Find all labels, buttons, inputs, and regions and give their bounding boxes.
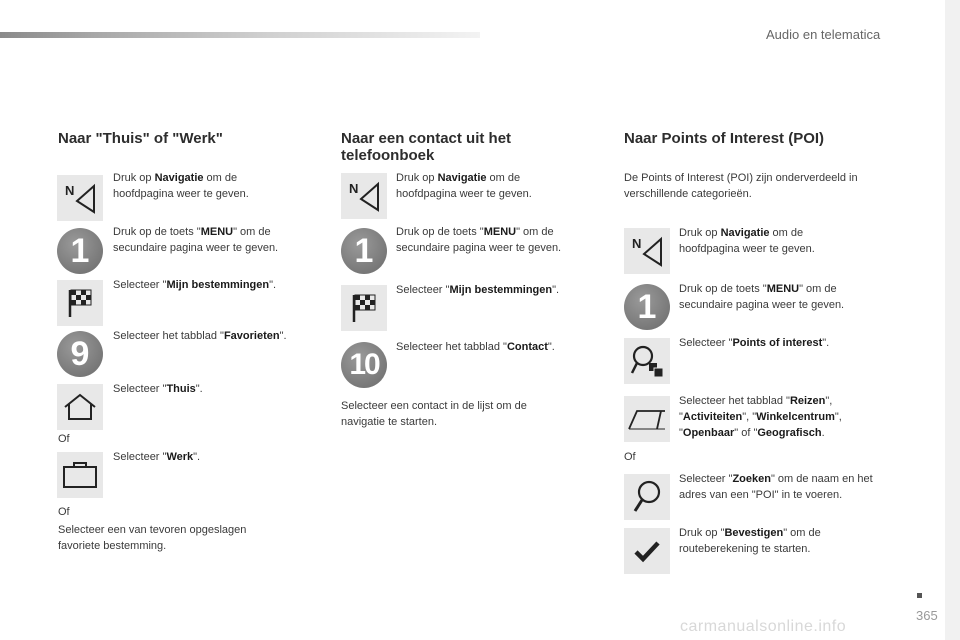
col3-step5-text: Selecteer "Zoeken" om de naam en het adres van een "POI" in te voeren.	[679, 473, 873, 501]
step-number-badge: 10	[341, 342, 387, 388]
or-separator: Of	[58, 433, 70, 445]
svg-text:N: N	[65, 183, 75, 198]
or-separator: Of	[624, 451, 636, 463]
navigation-icon	[624, 228, 670, 274]
checkered-flag-icon	[57, 280, 103, 326]
col3-step1-text: Druk op Navigatie om de hoofdpagina weer te geven.	[679, 227, 815, 255]
step-number-badge: 1	[341, 228, 387, 274]
navigation-icon	[57, 175, 103, 221]
step-number-badge: 1	[57, 228, 103, 274]
col2-final-text: Selecteer een contact in de lijst om de navigatie te starten.	[341, 400, 527, 428]
col2-step1-text: Druk op Navigatie om de hoofdpagina weer te geven.	[396, 172, 532, 200]
magnifier-icon	[624, 474, 670, 520]
section-header: Audio en telematica	[766, 27, 881, 42]
poi-search-icon	[624, 338, 670, 384]
col2-step3-text: Selecteer "Mijn bestemmingen".	[396, 284, 560, 296]
tab-icon	[624, 396, 670, 442]
svg-text:N: N	[632, 236, 642, 251]
col3-step2-text: Druk op de toets "MENU" om de secundaire pagina weer te geven.	[679, 283, 845, 311]
col2-step2-text: Druk op de toets "MENU" om de secundaire pagina weer te geven.	[396, 226, 562, 254]
briefcase-icon	[57, 452, 103, 498]
page-marker	[917, 593, 922, 598]
col1-step5-text: Selecteer "Thuis".	[113, 383, 203, 395]
col3-title: Naar Points of Interest (POI)	[624, 130, 825, 147]
col1-final-text: Selecteer een van tevoren opgeslagen favoriete bestemming.	[58, 524, 247, 552]
col1-step1-text: Druk op Navigatie om de hoofdpagina weer te geven.	[113, 172, 249, 200]
col3-step6-text: Druk op "Bevestigen" om de routeberekening te starten.	[679, 527, 821, 555]
page-number: 365	[916, 608, 938, 623]
checkmark-icon	[624, 528, 670, 574]
home-icon	[57, 384, 103, 430]
col2-title: Naar een contact uit het telefoonboek	[341, 130, 512, 164]
checkered-flag-icon	[341, 285, 387, 331]
col1-step3-text: Selecteer "Mijn bestemmingen".	[113, 279, 277, 291]
col1-step4-text: Selecteer het tabblad "Favorieten".	[113, 330, 287, 342]
or-separator: Of	[58, 506, 70, 518]
col2-step4-text: Selecteer het tabblad "Contact".	[396, 341, 555, 353]
col3-step4-text: Selecteer het tabblad "Reizen", "Activiteiten", "Winkelcentrum", "Openbaar" of "Geografisch.	[679, 395, 842, 439]
col3-intro: De Points of Interest (POI) zijn onderverdeeld in verschillende categorieën.	[624, 172, 858, 200]
step-number-badge: 1	[624, 284, 670, 330]
watermark-text: carmanualsonline.info	[680, 618, 847, 635]
header-gradient-bar	[0, 32, 480, 38]
page-edge-strip	[945, 0, 960, 640]
col1-step6-text: Selecteer "Werk".	[113, 451, 201, 463]
navigation-icon	[341, 173, 387, 219]
col3-step3-text: Selecteer "Points of interest".	[679, 337, 830, 349]
col1-step2-text: Druk op de toets "MENU" om de secundaire pagina weer te geven.	[113, 226, 279, 254]
svg-text:N: N	[349, 181, 359, 196]
col1-title: Naar "Thuis" of "Werk"	[58, 130, 223, 147]
step-number-badge: 9	[57, 331, 103, 377]
